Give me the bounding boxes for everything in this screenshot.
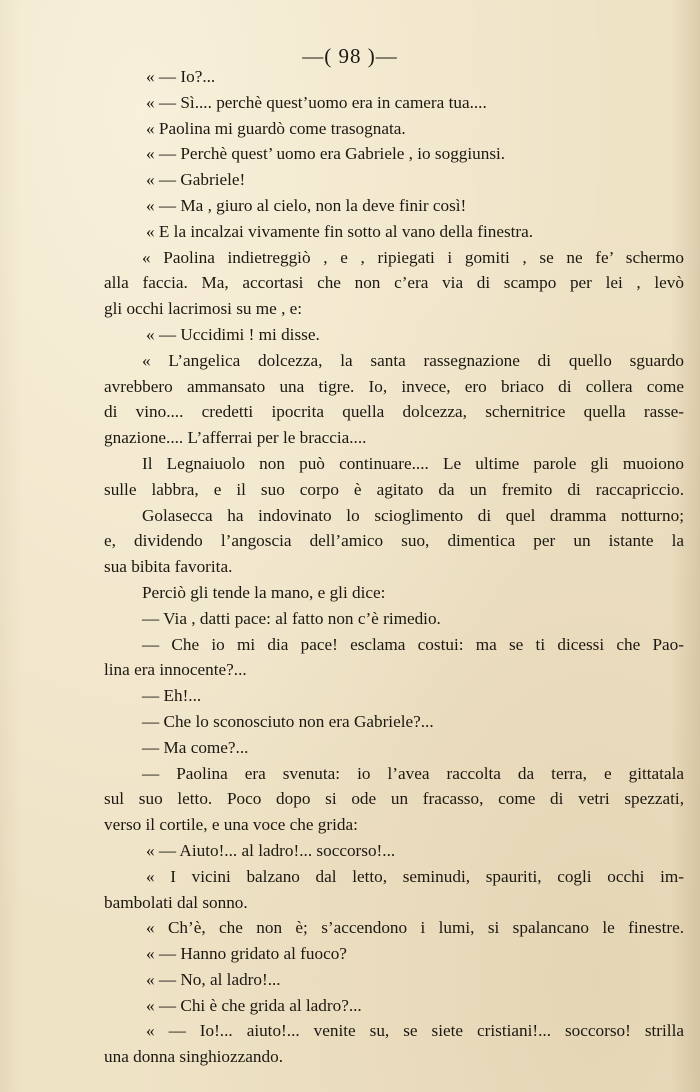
text-line: « — Io?... <box>146 67 216 86</box>
text-line: « — Io!... aiuto!... venite su, se siete cristiani!... soccorso! strilla <box>146 1021 684 1041</box>
text-line: « Paolina indietreggiò , e , ripiegati i gomiti , se ne fe’ schermo <box>142 247 684 267</box>
text-line: bambolati dal sonno. <box>104 892 248 912</box>
text-line: « — Gabriele! <box>146 170 246 190</box>
text-line: « — No, al ladro!... <box>146 969 281 989</box>
text-line: sul suo letto. Poco dopo si ode un fracasso, come di vetri spezzati, <box>104 789 684 809</box>
text-line: sua bibita favorita. <box>104 557 233 577</box>
text-line: « — Hanno gridato al fuoco? <box>146 944 347 964</box>
text-line: « — Chi è che grida al ladro?... <box>146 995 362 1015</box>
text-line: Golasecca ha indovinato lo scioglimento di quel dramma notturno; <box>142 505 684 525</box>
text-line: avrebbero ammansato una tigre. Io, invece, ero briaco di collera come <box>104 376 684 396</box>
text-line: « — Ma , giuro al cielo, non la deve finir così! <box>146 195 467 215</box>
body-text <box>104 64 684 1070</box>
text-line: una donna singhiozzando. <box>104 1047 283 1067</box>
text-line: « L’angelica dolcezza, la santa rassegnazione di quello sguardo <box>142 350 684 370</box>
text-line: « — Uccidimi ! mi disse. <box>146 324 320 344</box>
text-line: Il Legnaiuolo non può continuare.... Le ultime parole gli muoiono <box>142 453 684 473</box>
text-line: sulle labbra, e il suo corpo è agitato da un fremito di raccapriccio. <box>104 479 684 499</box>
text-line: verso il cortile, e una voce che grida: <box>104 815 358 835</box>
text-line: lina era innocente?... <box>104 660 247 680</box>
text-line: — Che lo sconosciuto non era Gabriele?... <box>142 711 434 731</box>
text-line: « — Sì.... perchè quest’uomo era in camera tua.... <box>146 92 487 112</box>
text-line: — Eh!... <box>142 686 202 706</box>
text-line: « E la incalzai vivamente fin sotto al vano della finestra. <box>146 221 534 241</box>
text-line: — Che io mi dia pace! esclama costui: ma se ti dicessi che Pao- <box>142 634 684 654</box>
text-line: alla faccia. Ma, accortasi che non c’era via di scampo per lei , levò <box>104 273 684 293</box>
text-line: — Ma come?... <box>142 737 249 757</box>
text-line: « — Aiuto!... al ladro!... soccorso!... <box>146 840 396 860</box>
text-line: « — Perchè quest’ uomo era Gabriele , io soggiunsi. <box>146 144 506 164</box>
text-line: e, dividendo l’angoscia dell’amico suo, dimentica per un istante la <box>104 531 684 551</box>
text-line: gli occhi lacrimosi su me , e: <box>104 299 303 319</box>
text-line: — Paolina era svenuta: io l’avea raccolta da terra, e gittatala <box>142 763 684 783</box>
text-line: — Via , datti pace: al fatto non c’è rimedio. <box>142 608 441 628</box>
text-line: « I vicini balzano dal letto, seminudi, spauriti, cogli occhi im- <box>146 866 684 886</box>
text-line: di vino.... credetti ipocrita quella dolcezza, schernitrice quella rasse- <box>104 402 684 422</box>
page-number: —( 98 )— <box>302 44 398 68</box>
text-line: gnazione.... L’afferrai per le braccia.... <box>104 428 367 448</box>
text-line: Perciò gli tende la mano, e gli dice: <box>142 582 386 602</box>
text-line: « Paolina mi guardò come trasognata. <box>146 118 406 138</box>
text-line: « Ch’è, che non è; s’accendono i lumi, si spalancano le finestre. <box>146 918 684 938</box>
